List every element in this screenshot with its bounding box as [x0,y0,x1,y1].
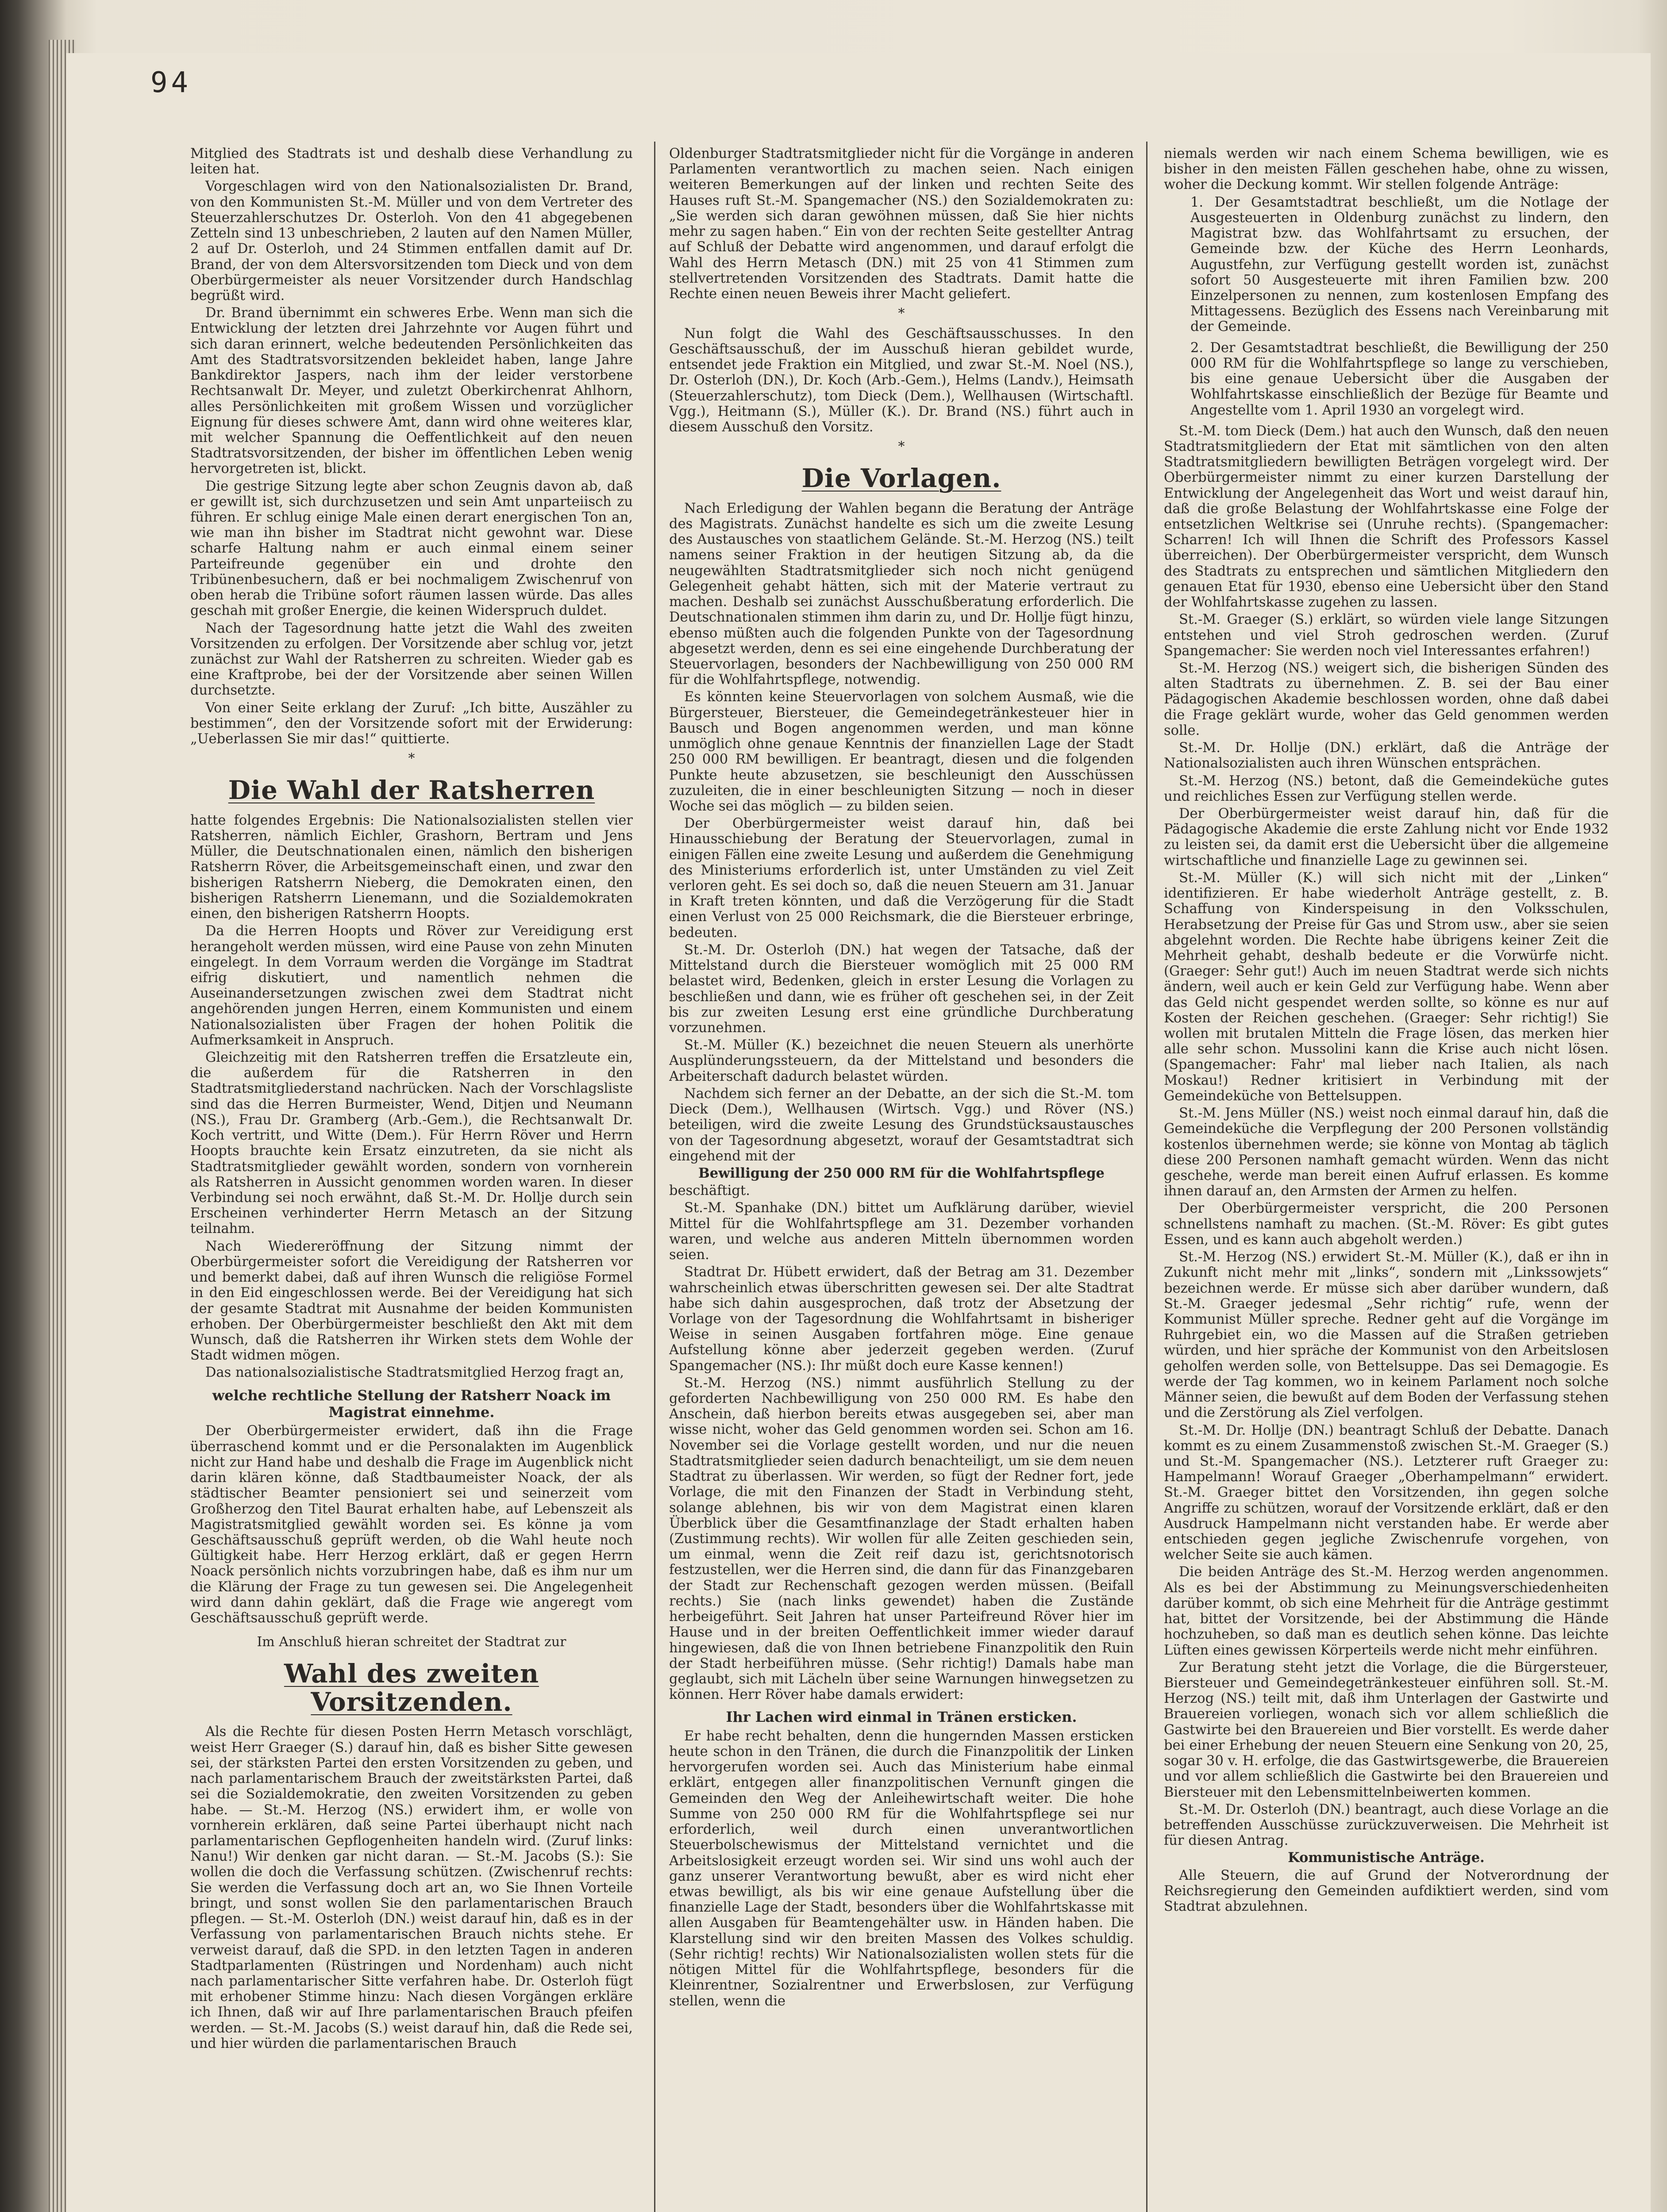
paragraph: Alle Steuern, die auf Grund der Notverordnung der Reichsregierung den Gemeinden aufdiktiert werden, sind vom Stadtrat abzulehnen. [1164,1867,1609,1915]
paragraph: St.-M. Dr. Hollje (DN.) erklärt, daß die Anträge der Nationalsozialisten auch ihren Wünschen entsprächen. [1164,740,1609,772]
paragraph: St.-M. Herzog (NS.) nimmt ausführlich Stellung zu der geforderten Nachbewilligung von 250 000 RM. Es habe den Anschein, daß hierbon bereits etwas ausgegeben sei, aber man wisse nicht, woher das Geld genommen worden sei. Schon am 16. November sei die Vorlage gestellt worden, und nur die neuen Stadtratsmitglieder seien dadurch benachteiligt, um sie dem neuen Stadtrat zu überlassen. Wir werden, so fügt der Redner fort, jede Vorlage, die mit den Finanzen der Stadt in Verbindung steht, solange ablehnen, bis wir von dem Magistrat einen klaren Überblick über die Gesamtfinanzlage der Stadt erhalten haben (Zustimmung rechts). Wir wollen für alle Zeiten geschieden sein, um einmal, wenn die Zeit reif dazu ist, gerichtsnotorisch festzustellen, wer die Herren sind, die dann für das Finanzgebaren der Stadt zur Rechenschaft gezogen werden müssen. (Beifall rechts.) Sie (nach links gewendet) haben die Zustände herbeigeführt. Seit Jahren hat unser Parteifreund Röver hier im Hause und in der breiten Oeffentlichkeit immer wieder darauf hingewiesen, daß die von Ihnen betriebene Finanzpolitik den Ruin der Stadt herbeiführen müsse. (Sehr richtig!) Damals habe man geglaubt, sich mit Lächeln über seine Warnungen hinwegsetzen zu können. Herr Röver habe damals erwidert: [669,1375,1134,1703]
paragraph: St.-M. Müller (K.) will sich nicht mit der „Linken“ identifizieren. Er habe wiederholt Anträge gestellt, z. B. Schaffung von Kinderspeisung in den Volksschulen, Herabsetzung der Preise für Gas und Strom usw., aber sie seien abgelehnt worden. Die Rechte habe übrigens keiner Zeit die Mehrheit gehabt, deshalb bedeute er die Vorwürfe nicht. (Graeger: Sehr gut!) Auch im neuen Stadtrat werde sich nichts ändern, weil auch er kein Geld zur Verfügung habe. Wenn aber das Geld nicht gespendet werden sollte, so könne es nur auf Kosten der Reichen geschehen. (Graeger: Sehr richtig!) Sie wollen mit brutalen Mitteln die Frage lösen, das merken hier alle sehr schon. Mussolini kann die Krise auch nicht lösen. (Spangemacher: Fahr' mal lieber nach Italien, als nach Moskau!) Redner kritisiert in Verbindung mit der Gemeindeküche von Bettelsuppen. [1164,870,1609,1104]
paragraph: hatte folgendes Ergebnis: Die Nationalsozialisten stellen vier Ratsherren, nämlich Eichler, Grashorn, Bertram und Jens Müller, die Deutschnationalen einen, nämlich den bisherigen Ratsherrn Röver, die Arbeitsgemeinschaft einen, und zwar den bisherigen Ratsherrn Nieberg, die Demokraten einen, den bisherigen Ratsherrn Lienemann, und die Sozialdemokraten einen, den bisherigen Ratsherrn Hoopts. [190,812,633,922]
bold-caption: Bewilligung der 250 000 RM für die Wohlfahrtspflege [698,1165,1105,1181]
paragraph: Dr. Brand übernimmt ein schweres Erbe. Wenn man sich die Entwicklung der letzten drei Jahrzehnte vor Augen führt und sich daran erinnert, welche bedeutenden Persönlichkeiten das Amt des Stadtratsvorsitzenden bekleidet haben, lange Jahre Bankdirektor Jaspers, nach ihm der leider verstorbene Rechtsanwalt Dr. Meyer, und zuletzt Oberkirchenrat Ahlhorn, alles Persönlichkeiten mit großem Wissen und vorzüglicher Eignung für dieses schwere Amt, dann wird ohne weiteres klar, mit welcher Spannung die Oeffentlichkeit auf den neuen Stadtratsvorsitzenden, der bisher im öffentlichen Leben wenig hervorgetreten ist, blickt. [190,305,633,477]
paragraph: Die beiden Anträge des St.-M. Herzog werden angenommen. Als es bei der Abstimmung zu Meinungsverschiedenheiten darüber kommt, ob sich eine Mehrheit für die Anträge gestimmt hat, bittet der Vorsitzende, bei der Abstimmung die Hände hochzuheben, so daß man es deutlich sehen könne. Das leichte Lüften eines gewissen Körperteils werde nicht mehr einführen. [1164,1564,1609,1658]
paragraph: St.-M. Herzog (NS.) betont, daß die Gemeindeküche gutes und reichliches Essen zur Verfügung stellen werde. [1164,773,1609,804]
paragraph: Nach der Tagesordnung hatte jetzt die Wahl des zweiten Vorsitzenden zu erfolgen. Der Vorsitzende aber schlug vor, jetzt zunächst zur Wahl der Ratsherren zu schreiten. Wieder gab es eine Kraftprobe, bei der der Vorsitzende aber seinen Willen durchsetzte. [190,620,633,699]
paragraph: Stadtrat Dr. Hübett erwidert, daß der Betrag am 31. Dezember wahrscheinlich etwas überschritten gewesen sei. Der alte Stadtrat habe sich dahin ausgesprochen, daß trotz der Absetzung der Vorlage von der Tagesordnung die Wohlfahrtsamt in bisheriger Weise in seinen Ausgaben fortfahren möge. Eine genaue Aufstellung könne aber jederzeit gegeben werden. (Zuruf Spangemacher (NS.): Ihr müßt doch eure Kasse kennen!) [669,1264,1134,1374]
page-number: 94 [150,66,192,99]
paragraph: Zur Beratung steht jetzt die Vorlage, die die Bürgersteuer, Biersteuer und Gemeindegetränkesteuer einführen soll. St.-M. Herzog (NS.) teilt mit, daß ihm Unterlagen der Gastwirte und Brauereien vorliegen, wonach sich vor allem schließlich die Gastwirte bei den Brauereien und Bier vorstellt. Es werde daher bei einer Erhebung der neuen Steuern eine Senkung von 20, 25, sogar 30 v. H. erfolge, die das Gastwirtsgewerbe, die Brauereien und vor allem schließlich die Gastwirte bei den Brauereien und Biersteuer mit den Lebensmittelnbeiwerten kommen. [1164,1659,1609,1800]
column-rule-2 [1146,142,1147,2212]
motion-list [1164,195,1609,418]
paragraph: St.-M. Herzog (NS.) erwidert St.-M. Müller (K.), daß er ihn in Zukunft nicht mehr mit „links“, sondern mit „Linkssowjets“ bezeichnen werde. Er müsse sich aber darüber wundern, daß St.-M. Graeger jedesmal „Sehr richtig“ rufe, wenn der Kommunist Müller spreche. Redner geht auf die Vorgänge im Ruhrgebiet ein, wo die Massen auf die Straßen getrieben würden, und hier spräche der Kommunist von den Arbeitslosen geholfen werden solle, von Bettelsuppe. Das sei Demagogie. Es werde der Tag kommen, wo in keinem Parlament noch solche Männer seien, die bewußt auf dem Boden der Verfassung stehen und die Zerstörung als Ziel verfolgen. [1164,1249,1609,1421]
section-heading: Die Wahl der Ratsherren [228,775,595,805]
paragraph: Da die Herren Hoopts und Röver zur Vereidigung erst herangeholt werden müssen, wird eine Pause von zehn Minuten eingelegt. In dem Vorraum werden die Vorgänge im Stadtrat eifrig diskutiert, und namentlich nehmen die Auseinandersetzungen zwischen zwei dem Stadtrat nicht angehörenden jungen Herren, einem Kommunisten und einem Nationalsozialisten über Fragen der hohen Politik die Aufmerksamkeit in Anspruch. [190,923,633,1048]
section-separator: * [408,751,415,767]
paragraph: Die gestrige Sitzung legte aber schon Zeugnis davon ab, daß er gewillt ist, sich durchzusetzen und sein Amt unparteiisch zu führen. Er schlug einige Male einen derart energischen Ton an, wie man ihn bisher im Stadtrat nicht gewohnt war. Diese scharfe Haltung nahm er auch einmal einem seiner Parteifreunde gegenüber ein und drohte den Tribünenbesuchern, daß er bei nochmaligem Zwischenruf von oben herab die Tribüne sofort räumen lassen würde. Das alles geschah mit großer Energie, die keinen Widerspruch duldet. [190,478,633,619]
paragraph: Nach Wiedereröffnung der Sitzung nimmt der Oberbürgermeister sofort die Vereidigung der Ratsherren vor und bemerkt dabei, daß auf ihren Wunsch die religiöse Formel in den Eid eingeschlossen werde. Bei der Vereidigung hat sich der gesamte Stadtrat mit Ausnahme der beiden Kommunisten erhoben. Der Oberbürgermeister beschließt den Akt mit dem Wunsch, daß die Ratsherren ihr Wirken stets dem Wohle der Stadt widmen mögen. [190,1238,633,1363]
subheading: welche rechtliche Stellung der Ratsherr Noack im Magistrat einnehme. [212,1386,611,1421]
paragraph: St.-M. Herzog (NS.) weigert sich, die bisherigen Sünden des alten Stadtrats zu übernehmen. Z. B. sei der Bau einer Pädagogischen Akademie beschlossen worden, ohne daß dabei die Frage geklärt wurde, woher das Geld genommen werden solle. [1164,661,1609,738]
paragraph: St.-M. Spanhake (DN.) bittet um Aufklärung darüber, wieviel Mittel für die Wohlfahrtspflege am 31. Dezember vorhanden waren, und welche aus anderen Mitteln übernommen worden seien. [669,1200,1134,1263]
paragraph: Nun folgt die Wahl des Geschäftsausschusses. In den Geschäftsausschuß, der im Ausschuß hieran gebildet wurde, entsendet jede Fraktion ein Mitglied, und zwar St.-M. Noel (NS.), Dr. Osterloh (DN.), Dr. Koch (Arb.-Gem.), Helms (Landv.), Heimsath (Steuerzahlerschutz), tom Dieck (Dem.), Wellhausen (Wirtschaftl. Vgg.), Heitmann (S.), Müller (K.). Dr. Brand (NS.) führt auch in diesem Ausschuß den Vorsitz. [669,326,1134,435]
paragraph: St.-M. Jens Müller (NS.) weist noch einmal darauf hin, daß die Gemeindeküche die Verpflegung der 200 Personen vollständig kostenlos übernehmen werde; sie könne von Montag ab täglich diese 200 Personen namhaft gemacht würden. Wenn das nicht geschehe, werde man bereit einen Aufruf erlassen. Es komme ihnen darauf an, den Armsten der Armen zu helfen. [1164,1106,1609,1199]
motion-item: 1. Der Gesamtstadtrat beschließt, um die Notlage der Ausgesteuerten in Oldenburg zunächst zu lindern, den Magistrat bzw. das Wohlfahrtsamt zu ersuchen, der Gemeinde bzw. der Küche des Herrn Leonhards, Augustfehn, zur Verfügung gestellt worden ist, zunächst sofort 50 Ausgesteuerte mit ihren Familien bzw. 200 Einzelpersonen zu nennen, zum kostenlosen Empfang des Mittagessens. Bezüglich des Essens nach Vereinbarung mit der Gemeinde. [1190,194,1609,335]
paragraph: Der Oberbürgermeister erwidert, daß ihn die Frage überraschend kommt und er die Personalakten im Augenblick nicht zur Hand habe und deshalb die Frage im Augenblick nicht darin klären könne, daß Stadtbaumeister Noack, der als städtischer Beamter pensioniert sei und seinerzeit vom Großherzog den Titel Baurat erhalten habe, auf Lebenszeit als Magistratsmitglied gewählt worden sei. Es könne ja vom Geschäftsausschuß geprüft werden, ob die Wahl heute noch Gültigkeit habe. Herr Herzog erklärt, daß er gegen Herrn Noack persönlich nichts vorzubringen habe, daß es ihm nur um die Klärung der Frage zu tun gewesen sei. Die Angelegenheit wird dann dahin geklärt, daß die Frage wie angeregt vom Geschäftsausschuß geprüft werde. [190,1423,633,1626]
section-heading: Die Vorlagen. [801,463,1001,493]
paragraph: Er habe recht behalten, denn die hungernden Massen ersticken heute schon in den Tränen, die durch die Finanzpolitik der Linken hervorgerufen worden sei. Auch das Ministerium habe einmal erklärt, entgegen aller finanzpolitischen Vernunft gingen die Gemeinden den Weg der Anleihewirtschaft weiter. Die hohe Summe von 250 000 RM für die Wohlfahrtspflege sei nur erforderlich, weil durch einen unverantwortlichen Steuerbolschewismus der Mittelstand vernichtet und die Arbeitslosigkeit erzeugt worden sei. Wir sind uns wohl auch der ganz unserer Verantwortung bewußt, aber es wird nicht eher etwas bewilligt, als bis wir eine genaue Aufstellung über die finanzielle Lage der Stadt, besonders über die Wohlfahrtskasse mit allen Ausgaben für Beamtengehälter usw. in Händen haben. Die Klarstellung sind wir den breiten Massen des Volkes schuldig. (Sehr richtig! rechts) Wir Nationalsozialisten wollen stets für die nötigen Mittel für die Wohlfahrtspflege, besonders für die Kleinrentner, Sozialrentner und Erwerbslosen, zur Verfügung stellen, wenn die [669,1728,1134,2009]
text-column-1 [190,146,633,2212]
paragraph: beschäftigt. [669,1183,750,1199]
paragraph: St.-M. Dr. Osterloh (DN.) hat wegen der Tatsache, daß der Mittelstand durch die Biersteuer womöglich mit 25 000 RM belastet wird, Bedenken, gleich in erster Lesung die Vorlagen zu beschließen und dann, wie es früher oft geschehen sei, in der Zeit bis zur zweiten Lesung erst eine gründliche Durchberatung vorzunehmen. [669,942,1134,1036]
motion-item: 2. Der Gesamtstadtrat beschließt, die Bewilligung der 250 000 RM für die Wohlfahrtspflege so lange zu verschieben, bis eine genaue Uebersicht über die Ausgaben der Wohlfahrtskasse einschließlich der Bezüge für Beamte und Angestellte vom 1. April 1930 an vorgelegt wird. [1190,340,1609,418]
paragraph: St.-M. Graeger (S.) erklärt, so würden viele lange Sitzungen entstehen und viel Stroh gedroschen werden. (Zuruf Spangemacher: Sie werden noch viel Interessantes erfahren!) [1164,612,1609,659]
section-separator: * [898,439,905,455]
paragraph: St.-M. Dr. Hollje (DN.) beantragt Schluß der Debatte. Danach kommt es zu einem Zusammenstoß zwischen St.-M. Graeger (S.) und St.-M. Spangemacher (NS.). Letzterer ruft Graeger zu: Hampelmann! Worauf Graeger „Oberhampelmann“ erwidert. St.-M. Graeger bittet den Vorsitzenden, ihn gegen solche Angriffe zu schützen, worauf der Vorsitzende erklärt, daß er den Ausdruck Hampelmann nicht verstanden habe. Er werde aber entschieden gegen jegliche Zwischenrufe vorgehen, von welcher Seite sie auch kämen. [1164,1422,1609,1563]
section-heading: Wahl des zweiten Vorsitzenden. [284,1658,539,1717]
heading-intro: Im Anschluß hieran schreitet der Stadtrat zur [257,1634,566,1650]
paragraph: St.-M. Müller (K.) bezeichnet die neuen Steuern als unerhörte Ausplünderungssteuern, da der Mittelstand und besonders die Arbeiterschaft dadurch belastet würden. [669,1037,1134,1084]
paragraph: Nach Erledigung der Wahlen begann die Beratung der Anträge des Magistrats. Zunächst handelte es sich um die zweite Lesung des Austausches von staatlichem Gelände. St.-M. Herzog (NS.) teilt namens seiner Fraktion in der heutigen Sitzung ab, da die neugewählten Stadtratsmitglieder sich noch nicht genügend Gelegenheit gehabt hätten, sich mit der Materie vertraut zu machen. Deshalb sei zunächst Ausschußberatung erforderlich. Die Deutschnationalen stimmen ihm darin zu, und Dr. Hollje fügt hinzu, ebenso müßten auch die folgenden Punkte von der Tagesordnung abgesetzt werden, denn es sei eine eingehende Durchberatung der Steuervorlagen, besonders der Nachbewilligung von 250 000 RM für die Wohlfahrtspflege, notwendig. [669,500,1134,688]
paragraph: Gleichzeitig mit den Ratsherren treffen die Ersatzleute ein, die außerdem für die Ratsherren in den Stadtratsmitgliederstand nachrücken. Nach der Vorschlagsliste sind das die Herren Burmeister, Wend, Ditjen und Neumann (NS.), Frau Dr. Gramberg (Arb.-Gem.), die Rechtsanwalt Dr. Koch vertritt, und Witte (Dem.). Für Herrn Röver und Herrn Hoopts brauchte kein Ersatz einzutreten, da sie nicht als Stadtratsmitglieder gewählt worden, sondern von vornherein als Ratsherren in Aussicht genommen worden waren. In dieser Verbindung sei noch erwähnt, daß St.-M. Dr. Hollje durch sein Erscheinen verhinderter Herrn Metasch an der Sitzung teilnahm. [190,1050,633,1237]
paragraph: niemals werden wir nach einem Schema bewilligen, wie es bisher in den meisten Fällen geschehen habe, ohne zu wissen, woher die Deckung kommt. Wir stellen folgende Anträge: [1164,146,1609,193]
paragraph: Es könnten keine Steuervorlagen von solchem Ausmaß, wie die Bürgersteuer, Biersteuer, die Gemeindegetränkesteuer hier in Bausch und Bogen angenommen werden, und man könne unmöglich ohne genaue Kenntnis der finanziellen Lage der Stadt 250 000 RM bewilligen. Er beantragt, diesen und die folgenden Punkte heute abzusetzen, sie beschleunigt den Ausschüssen zuzuleiten, die in einer beschleunigten Sitzung — noch in dieser Woche sei das möglich — zu bilden seien. [669,689,1134,814]
paragraph: St.-M. Dr. Osterloh (DN.) beantragt, auch diese Vorlage an die betreffenden Ausschüsse zurückzuverweisen. Die Mehrheit ist für diesen Antrag. [1164,1801,1609,1849]
column-rule-1 [654,142,655,2212]
paragraph: Vorgeschlagen wird von den Nationalsozialisten Dr. Brand, von den Kommunisten St.-M. Müller und von dem Vertreter des Steuerzahlerschutzes Dr. Osterloh. Von den 41 abgegebenen Zetteln sind 13 unbeschrieben, 2 lauten auf den Namen Müller, 2 auf Dr. Osterloh, und 24 Stimmen entfallen damit auf Dr. Brand, der von dem Altersvorsitzenden tom Dieck und von dem Oberbürgermeister als neuer Vorsitzender durch Handschlag begrüßt wird. [190,179,633,303]
paragraph: Der Oberbürgermeister weist darauf hin, daß bei Hinausschiebung der Beratung der Steuervorlagen, zumal in einigen Fällen eine zweite Lesung und außerdem die Genehmigung des Ministeriums erforderlich ist, unter Umständen zu viel Zeit verloren geht. Es sei doch so, daß die neuen Steuern am 31. Januar in Kraft treten könnten, und daß die Verzögerung für die Stadt einen Verlust von 25 000 Reichsmark, die die Biersteuer erbringe, bedeuten. [669,816,1134,941]
paragraph: Nachdem sich ferner an der Debatte, an der sich die St.-M. tom Dieck (Dem.), Wellhausen (Wirtsch. Vgg.) und Röver (NS.) beteiligen, wird die zweite Lesung des Grundstücksaustausches von der Tagesordnung abgesetzt, worauf der Gesamtstadtrat sich eingehend mit der [669,1086,1134,1164]
bold-caption: Kommunistische Anträge. [1288,1850,1485,1866]
subheading: Ihr Lachen wird einmal in Tränen ersticken. [726,1709,1077,1726]
text-column-2 [669,146,1134,2212]
paragraph: Der Oberbürgermeister weist darauf hin, daß für die Pädagogische Akademie die erste Zahlung nicht vor Ende 1932 zu leisten sei, da damit erst die Uebersicht über die allgemeine wirtschaftliche und finanzielle Lage zu gewinnen sei. [1164,806,1609,868]
paragraph: Als die Rechte für diesen Posten Herrn Metasch vorschlägt, weist Herr Graeger (S.) darauf hin, daß es bisher Sitte gewesen sei, der stärksten Partei den ersten Vorsitzenden zu geben, und nach parlamentarischem Brauch der zweitstärksten Partei, daß sei die Sozialdemokratie, den zweiten Vorsitzenden zu geben habe. — St.-M. Herzog (NS.) erwidert ihm, er wolle von vornherein erklären, daß seine Partei überhaupt nicht nach parlamentarischen Gepflogenheiten handeln wird. (Zuruf links: Nanu!) Wir denken gar nicht daran. — St.-M. Jacobs (S.): Sie wollen die doch die Verfassung schützen. (Zwischenruf rechts: Sie werden die Verfassung doch art an, wo Sie Ihnen Vorteile bringt, und sonst wollen Sie den parlamentarischen Brauch pflegen. — St.-M. Osterloh (DN.) weist darauf hin, daß es in der Verfassung von parlamentarischen Brauch nichts stehe. Er verweist darauf, daß die SPD. in den letzten Tagen in anderen Stadtparlamenten (Rüstringen und Nordenham) auch nicht nach parlamentarischer Sitte verfahren habe. Dr. Osterloh fügt mit erhobener Stimme hinzu: Nach diesen Vorgängen erkläre ich Ihnen, daß wir auf Ihre parlamentarischen Brauch pfeifen werden. — St.-M. Jacobs (S.) weist darauf hin, daß die Rede sei, und hier würden die parlamentarischen Brauch [190,1724,633,2051]
section-separator: * [898,306,905,322]
paragraph: Das nationalsozialistische Stadtratsmitglied Herzog fragt an, [205,1365,624,1381]
paragraph: Der Oberbürgermeister verspricht, die 200 Personen schnellstens namhaft zu machen. (St.-M. Röver: Es gibt gutes Essen, und es kann auch abgeholt werden.) [1164,1201,1609,1248]
paragraph: Von einer Seite erklang der Zuruf: „Ich bitte, Auszähler zu bestimmen“, den der Vorsitzende sofort mit der Erwiderung: „Ueberlassen Sie mir das!“ quittierte. [190,700,633,747]
paragraph: St.-M. tom Dieck (Dem.) hat auch den Wunsch, daß den neuen Stadtratsmitgliedern der Etat mit sämtlichen von den alten Stadtratsmitgliedern bewilligten Beträgen vorgelegt wird. Der Oberbürgermeister nimmt zu einer kurzen Darstellung der Entwicklung der Angelegenheit das Wort und weist darauf hin, daß die große Belastung der Wohlfahrtskasse eine Folge der entsetzlichen Weltkrise sei (Unruhe rechts). (Spangemacher: Scharren! Ich will Ihnen die Schrift des Professors Kassel überreichen). Der Oberbürgermeister verspricht, dem Wunsch des Stadtrats zu entsprechen und sämtlichen Mitgliedern den genauen Etat für 1930, ebenso eine Uebersicht über den Stand der Wohlfahrtskasse zugehen zu lassen. [1164,423,1609,611]
text-column-3 [1164,146,1609,2212]
paragraph: Oldenburger Stadtratsmitglieder nicht für die Vorgänge in anderen Parlamenten verantwortlich zu machen seien. Nach einigen weiteren Bemerkungen auf der linken und rechten Seite des Hauses ruft St.-M. Spangemacher (NS.) den Sozialdemokraten zu: „Sie werden sich daran gewöhnen müssen, daß Sie hier nichts mehr zu sagen haben.“ Ein von der rechten Seite gestellter Antrag auf Schluß der Debatte wird angenommen, und darauf erfolgt die Wahl des Herrn Metasch (DN.) mit 25 von 41 Stimmen zum stellvertretenden Vorsitzenden des Stadtrats. Damit hatte die Rechte einen neuen Beweis ihrer Macht geliefert. [669,146,1134,302]
paragraph: Mitglied des Stadtrats ist und deshalb diese Verhandlung zu leiten hat. [190,146,633,177]
